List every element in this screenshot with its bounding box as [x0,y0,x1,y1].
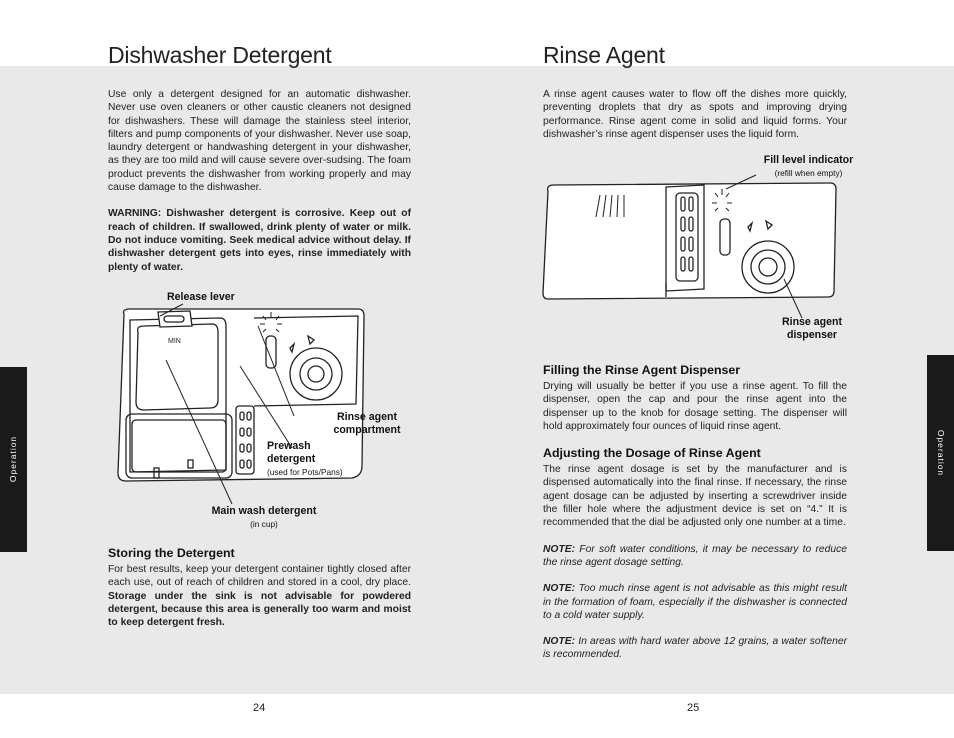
left-column-top [108,88,411,287]
storing-heading: Storing the Detergent [108,546,235,560]
label-release-lever: Release lever [167,291,235,303]
note-2-text: Too much rinse agent is not advisable as this might result in the formation of foam, especially if the dishwasher is connected to a cold water supply. [543,583,847,621]
note-3-label: NOTE: [543,636,576,648]
side-tab-left-label: Operation [8,435,18,483]
rinse-dispenser-diagram [540,175,840,305]
note-3 [543,635,847,662]
note-1-text: For soft water conditions, it may be necessary to reduce the rinse agent dosage setting. [543,543,847,568]
note-1-label: NOTE: [543,543,576,555]
page-number-right: 25 [687,702,700,714]
label-fill-indicator [757,154,860,180]
detergent-warning: WARNING: Dishwasher detergent is corrosive. Keep out of reach of children. If swallowed, drink plenty of water or milk. Do not induce vomiting. Seek medical advice without delay. If dishwasher detergent gets into eyes, rinse immediately with plenty of water. [108,208,411,273]
side-tab-right [927,355,954,551]
detergent-intro: Use only a detergent designed for an automatic dishwasher. Never use oven cleaners or other caustic cleaners not designed for dishwashers. These will damage the stainless steel interior, filters and pump components of your dishwasher. Never use soap, laundry detergent or handwashing detergent in your dishwasher, as they are too mild and will cause severe over-sudsing. The foam product prevents the dishwasher from working properly and may cause damage to the dishwasher. [108,89,411,194]
label-main-wash-note: (in cup) [250,519,278,529]
filling-heading: Filling the Rinse Agent Dispenser [543,363,741,377]
filling-text: Drying will usually be better if you use a rinse agent. To fill the dispenser, open the cap and pour the rinse agent into the dispenser up to the knob for dosage setting. The dispenser will hold approximately four ounces of liquid rinse agent. [543,381,847,432]
right-column-bottom [543,363,847,662]
label-fill-indicator-note: (refill when empty) [774,168,843,178]
side-tab-left [0,367,27,552]
left-column-bottom [108,546,411,629]
label-main-wash [203,505,325,531]
note-1 [543,543,847,570]
min-mark: MIN [168,338,181,345]
storing-paragraph [108,563,411,629]
note-3-text: In areas with hard water above 12 grains, a water softener is recommended. [543,636,847,661]
storing-text: For best results, keep your detergent container tightly closed after each use, out of reach of children and stored in a cool, dry place. [108,564,411,589]
page-title-left: Dishwasher Detergent [108,42,332,68]
label-fill-indicator-text: Fill level indicator [763,154,854,166]
side-tab-right-label: Operation [936,429,946,477]
note-2 [543,582,847,622]
label-prewash [267,440,367,479]
note-2-label: NOTE: [543,583,576,595]
label-main-wash-text: Main wash detergent [211,505,317,517]
adjusting-heading: Adjusting the Dosage of Rinse Agent [543,446,761,461]
page-title-right: Rinse Agent [543,42,665,68]
storing-bold: Storage under the sink is not advisable for powdered detergent, because this area is generally too warm and moist to keep detergent fresh. [108,590,411,629]
rinse-intro: A rinse agent causes water to flow off the dishes more quickly, preventing droplets that dry as spots and improving drying performance. Rinse agent come in solid and liquid forms. Your dishwasher’s rinse agent dispenser uses the liquid form. [543,89,847,140]
adjusting-text: The rinse agent dosage is set by the manufacturer and is dispensed automatically into the final rinse. If necessary, the rinse agent dosage can be adjusted by inserting a screwdriver inside the filler hole where the adjustment device is set on “4.” It is recommended that the dial be adjusted only one number at a time. [543,464,847,529]
label-rinse-compartment: Rinse agent compartment [333,411,401,436]
page-number-left: 24 [253,702,266,714]
label-rinse-dispenser: Rinse agent dispenser [781,316,843,341]
label-prewash-note: (used for Pots/Pans) [267,467,343,477]
label-prewash-text: Prewash detergent [267,440,316,465]
right-column-top [543,88,847,154]
